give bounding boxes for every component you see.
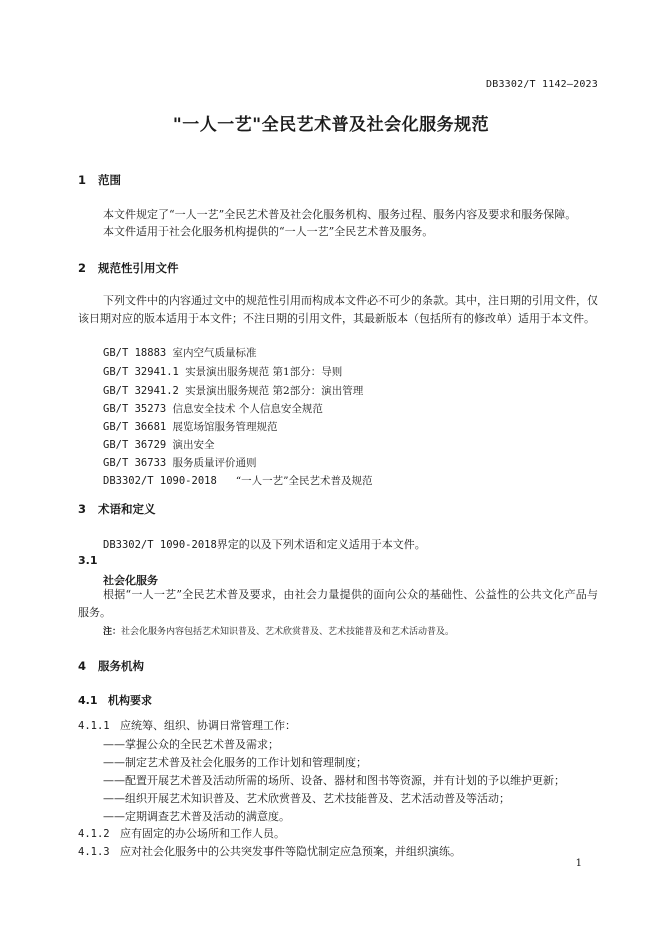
reference-title: 演出安全 — [172, 439, 215, 451]
reference-code: DB3302/T 1090-2018 — [103, 475, 217, 487]
clause-text: 应统筹、组织、协调日常管理工作： — [120, 719, 296, 732]
subsection-4-1-heading — [78, 692, 152, 708]
document-title: "一人一艺"全民艺术普及社会化服务规范 — [172, 115, 490, 135]
reference-item — [103, 364, 342, 379]
section-number: 3 — [78, 502, 87, 516]
reference-title: 实景演出服务规范 第1部分：导则 — [185, 366, 343, 378]
reference-code: GB/T 36733 — [103, 457, 167, 469]
clause-list-item: ——掌握公众的全民艺术普及需求； — [103, 738, 279, 751]
section-3-heading — [78, 501, 156, 517]
note-label: 注： — [103, 627, 122, 637]
reference-code: GB/T 36729 — [103, 439, 167, 451]
clause-list-item: ——定期调查艺术普及活动的满意度。 — [103, 810, 290, 823]
clause-4-1-2 — [78, 825, 285, 841]
reference-title: 实景演出服务规范 第2部分：演出管理 — [185, 385, 364, 397]
subsection-number: 4.1 — [78, 694, 98, 707]
reference-code: GB/T 18883 — [103, 347, 167, 359]
reference-item — [103, 401, 323, 416]
clause-4-1-1 — [78, 717, 296, 733]
reference-code: GB/T 36681 — [103, 421, 167, 433]
term-number: 3.1 — [78, 554, 98, 567]
reference-title: 展览场馆服务管理规范 — [172, 421, 278, 433]
scope-paragraph-1: 本文件规定了“一人一艺”全民艺术普及社会化服务机构、服务过程、服务内容及要求和服务保障。 — [103, 208, 577, 221]
section-4-heading — [78, 658, 144, 674]
reference-title: 服务质量评价通则 — [172, 457, 257, 469]
reference-item — [103, 455, 257, 470]
section-number: 1 — [78, 173, 87, 187]
term-name: 社会化服务 — [103, 574, 158, 587]
clause-text: 应有固定的办公场所和工作人员。 — [120, 827, 285, 840]
clause-number: 4.1.1 — [78, 720, 110, 732]
reference-item — [103, 473, 373, 488]
clause-number: 4.1.3 — [78, 846, 110, 858]
clause-list-item: ——制定艺术普及社会化服务的工作计划和管理制度； — [103, 756, 367, 769]
clause-list-item: ——配置开展艺术普及活动所需的场所、设备、器材和图书等资源，并有计划的予以维护更新； — [103, 774, 565, 787]
scope-paragraph-2: 本文件适用于社会化服务机构提供的“一人一艺”全民艺术普及服务。 — [103, 225, 434, 238]
reference-title: 信息安全技术 个人信息安全规范 — [172, 403, 323, 415]
reference-item — [103, 419, 278, 434]
subsection-title: 机构要求 — [108, 694, 152, 707]
clause-text: 应对社会化服务中的公共突发事件等隐忧制定应急预案，并组织演练。 — [120, 845, 461, 858]
reference-item — [103, 383, 363, 398]
reference-title: “一人一艺”全民艺术普及规范 — [235, 475, 373, 487]
standard-number: DB3302/T 1142—2023 — [486, 79, 598, 90]
clause-4-1-3 — [78, 843, 461, 859]
section-2-heading — [78, 260, 179, 276]
section-number: 2 — [78, 261, 87, 275]
clause-list-item: ——组织开展艺术知识普及、艺术欣赏普及、艺术技能普及、艺术活动普及等活动； — [103, 792, 510, 805]
note-text: 社会化服务内容包括艺术知识普及、艺术欣赏普及、艺术技能普及和艺术活动普及。 — [121, 627, 455, 637]
reference-code: GB/T 32941.2 — [103, 385, 179, 397]
terms-intro-text: 界定的以及下列术语和定义适用于本文件。 — [216, 538, 426, 551]
normative-references-intro: 下列文件中的内容通过文中的规范性引用而构成本文件必不可少的条款。其中，注日期的引用文件，仅该日期对应的版本适用于本文件；不注日期的引用文件，其最新版本（包括所有的修改单）适用于本文件。 — [78, 294, 598, 325]
terms-intro — [103, 535, 426, 555]
reference-item — [103, 437, 215, 452]
reference-title: 室内空气质量标准 — [172, 347, 257, 359]
clause-number: 4.1.2 — [78, 828, 110, 840]
term-definition: 根据“一人一艺”全民艺术普及要求，由社会力量提供的面向公众的基础性、公益性的公共文化产品与服务。 — [78, 588, 598, 619]
terms-intro-code: DB3302/T 1090-2018 — [103, 539, 217, 551]
section-title: 服务机构 — [98, 659, 144, 673]
reference-item — [103, 345, 257, 360]
page-number: 1 — [575, 858, 582, 869]
section-title: 范围 — [98, 173, 121, 187]
section-number: 4 — [78, 659, 87, 673]
section-1-heading — [78, 172, 121, 188]
section-title: 规范性引用文件 — [98, 261, 179, 275]
section-title: 术语和定义 — [98, 502, 156, 516]
reference-code: GB/T 35273 — [103, 403, 167, 415]
reference-code: GB/T 32941.1 — [103, 366, 179, 378]
term-note — [103, 624, 454, 637]
